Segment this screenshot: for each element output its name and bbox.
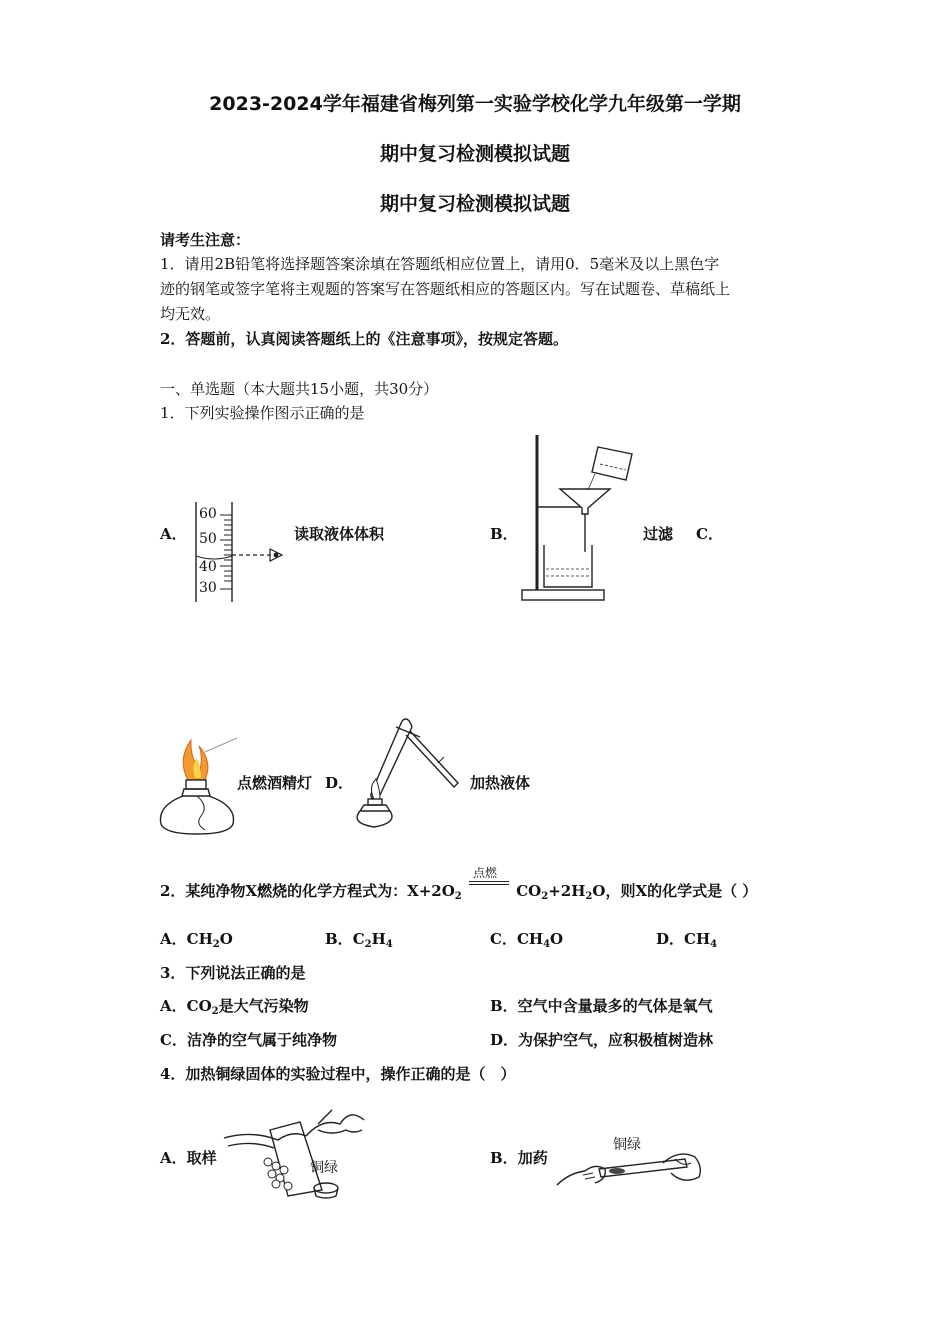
q2-product-b: +2H bbox=[548, 882, 586, 900]
reaction-condition: 点燃 bbox=[473, 866, 498, 880]
notice-item1-line1: 1．请用2B铅笔将选择题答案涂填在答题纸相应位置上，请用0．5毫米及以上黑色字 bbox=[160, 255, 720, 273]
q3-option-b: B．空气中含量最多的气体是氧气 bbox=[490, 997, 713, 1015]
q2-option-c: C．$CH_4O$ bbox=[490, 930, 564, 950]
cylinder-scale-40: 40 bbox=[199, 559, 217, 575]
q3-option-d: D．为保护空气，应积极植树造林 bbox=[490, 1031, 714, 1049]
page-title-line1: 2023-2024学年福建省梅列第一实验学校化学九年级第一学期 bbox=[209, 93, 741, 115]
q4-option-a: A．取样 bbox=[160, 1149, 217, 1167]
q1-option-a-label: 读取液体体积 bbox=[294, 525, 385, 543]
q2-stem bbox=[160, 866, 758, 902]
q2-product-a-sub: 2 bbox=[541, 891, 549, 902]
q1-stem: 1．下列实验操作图示正确的是 bbox=[160, 404, 365, 422]
q1-option-c-label: 点燃酒精灯 bbox=[237, 774, 313, 792]
cylinder-scale-60: 60 bbox=[199, 506, 217, 522]
reaction-arrow bbox=[469, 866, 509, 896]
q3-option-a: A．$CO_2$是大气污染物 bbox=[160, 997, 309, 1017]
section-heading: 一、单选题（本大题共15小题，共30分） bbox=[160, 380, 439, 398]
q1-option-d-letter: D． bbox=[325, 774, 354, 792]
q3-stem: 3．下列说法正确的是 bbox=[160, 964, 306, 982]
q2-stem-sub: 2 bbox=[454, 891, 462, 902]
q2-option-d: D．$CH_4$ bbox=[656, 930, 718, 950]
q2-stem-post: O，则X的化学式是（ ） bbox=[592, 882, 758, 900]
q1-option-c-letter: C． bbox=[696, 525, 723, 543]
cylinder-scale-30: 30 bbox=[199, 580, 217, 596]
q4-option-b: B．加药 bbox=[490, 1149, 548, 1167]
test-tube-heating-icon bbox=[350, 713, 465, 833]
q2-product-b-sub: 2 bbox=[585, 891, 593, 902]
notice-item2: 2．答题前，认真阅读答题纸上的《注意事项》，按规定答题。 bbox=[160, 330, 568, 348]
q4-option-a-img-label: 铜绿 bbox=[310, 1160, 338, 1176]
q3-option-c: C．洁净的空气属于纯净物 bbox=[160, 1031, 337, 1049]
q2-product-a: CO bbox=[516, 882, 542, 900]
q4-option-b-img-label: 铜绿 bbox=[613, 1137, 641, 1153]
q2-option-a: A．$CH_2O$ bbox=[160, 930, 233, 950]
cylinder-scale-50: 50 bbox=[199, 531, 217, 547]
notice-heading: 请考生注意： bbox=[160, 231, 251, 249]
q4-stem: 4．加热铜绿固体的实验过程中，操作正确的是（ ） bbox=[160, 1065, 516, 1083]
hand-bottle-sample-icon bbox=[222, 1100, 370, 1200]
alcohol-lamp-icon bbox=[155, 732, 240, 837]
q2-option-b: B．$C_2H_4$ bbox=[325, 930, 393, 950]
page-title-line2: 期中复习检测模拟试题 bbox=[379, 143, 570, 165]
notice-item1-line2: 迹的钢笔或签字笔将主观题的答案写在答题纸相应的答题区内。写在试题卷、草稿纸上 bbox=[160, 280, 731, 298]
page-title-line3: 期中复习检测模拟试题 bbox=[379, 193, 570, 215]
q1-option-b-letter: B． bbox=[490, 525, 518, 543]
filtration-apparatus-icon bbox=[520, 432, 645, 604]
q1-option-d-label: 加热液体 bbox=[470, 774, 531, 792]
notice-item1-line3: 均无效。 bbox=[160, 305, 221, 323]
q2-stem-pre: 2．某纯净物X燃烧的化学方程式为：X+2O bbox=[160, 882, 455, 900]
q1-option-a-letter: A． bbox=[160, 525, 187, 543]
q1-option-b-label: 过滤 bbox=[643, 525, 674, 543]
